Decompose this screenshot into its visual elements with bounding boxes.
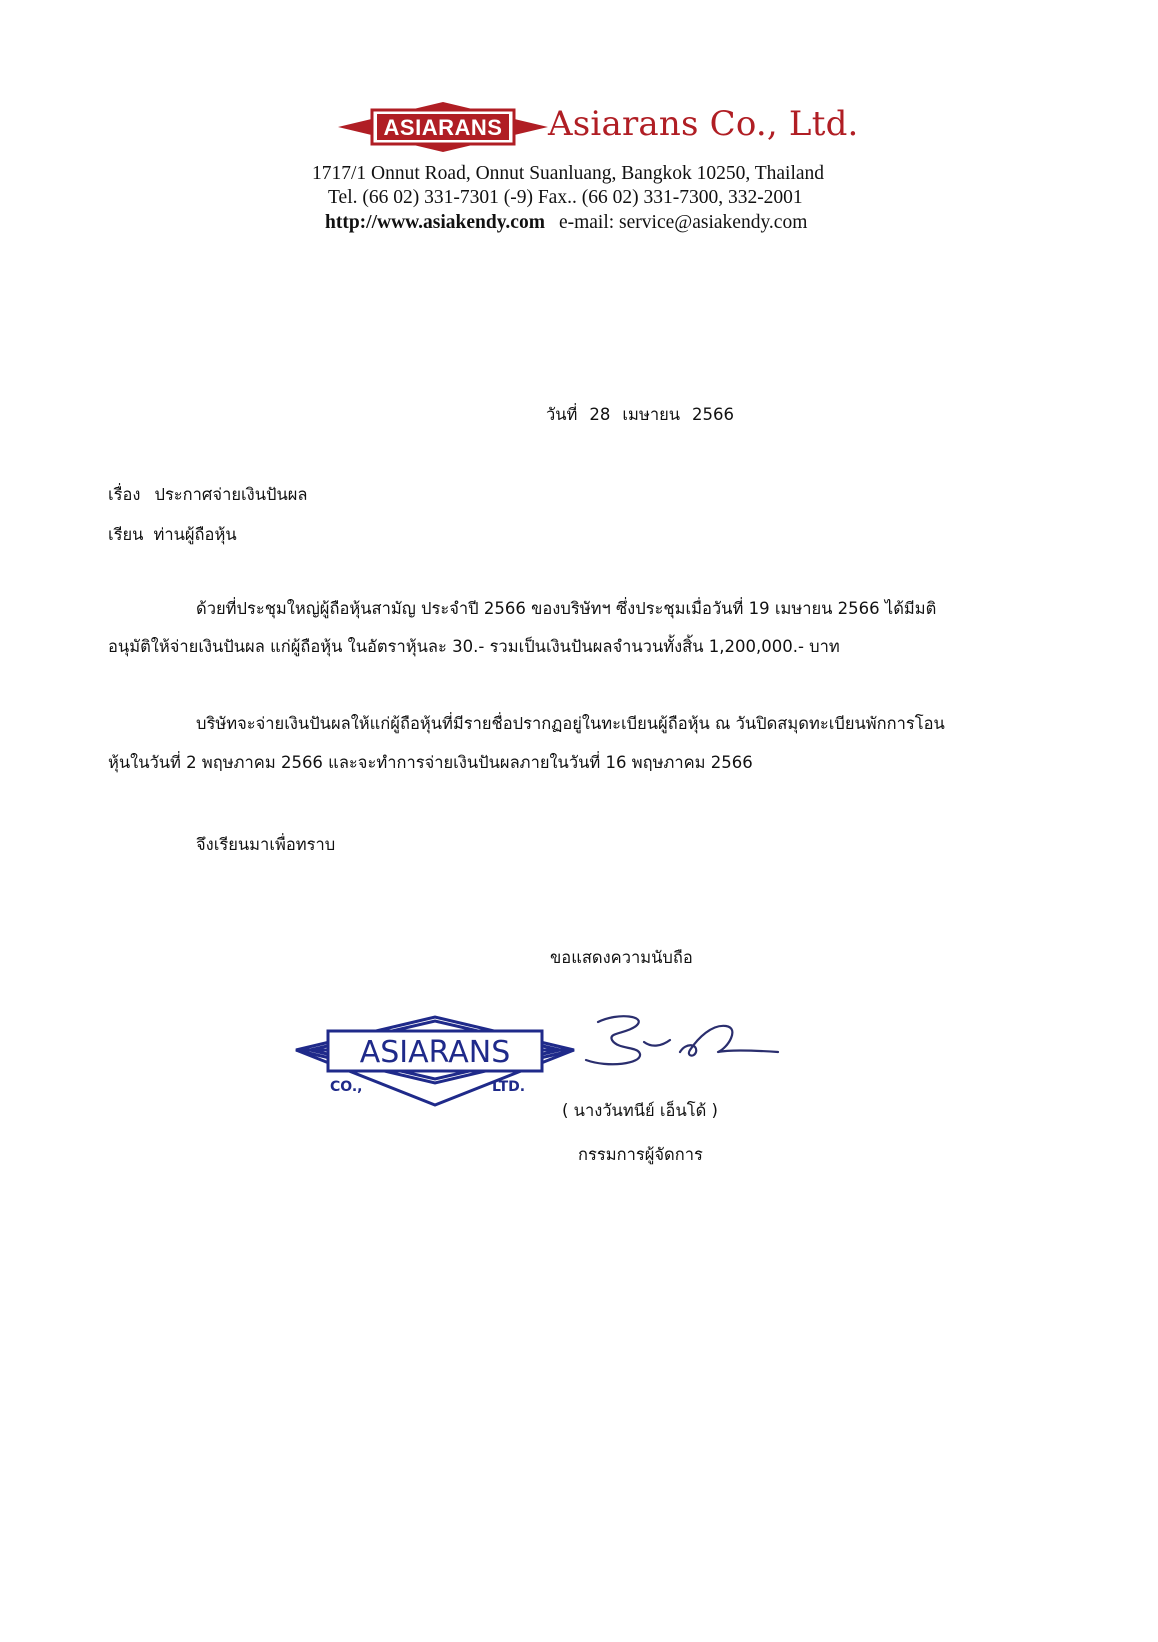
letter-subject (108, 482, 308, 508)
subject-text: ประกาศจ่ายเงินปันผล (154, 485, 308, 504)
recipient-text: ท่านผู้ถือหุ้น (153, 525, 237, 544)
paragraph-2-line-1: บริษัทจะจ่ายเงินปันผลให้แก่ผู้ถือหุ้นที่มีรายชื่อปรากฏอยู่ในทะเบียนผู้ถือหุ้น ณ วันปิดสมุดทะเบียนพักการโอน (196, 714, 945, 733)
stamp-name: ASIARANS (359, 1035, 511, 1070)
date-year: 2566 (692, 405, 735, 424)
closing-sentence: จึงเรียนมาเพื่อทราบ (196, 835, 336, 854)
recipient-label: เรียน (108, 525, 144, 544)
paragraph-1-line-2: อนุมัติให้จ่ายเงินปันผล แก่ผู้ถือหุ้น ในอัตราหุ้นละ 30.- รวมเป็นเงินปันผลจำนวนทั้งสิ้น 1,200,000.- บาท (108, 637, 840, 656)
regards-text: ขอแสดงความนับถือ (550, 948, 693, 967)
company-contact (325, 212, 807, 234)
signature-icon (578, 1010, 808, 1080)
company-stamp (294, 1015, 576, 1115)
signer-title: กรรมการผู้จัดการ (578, 1145, 703, 1164)
date-label: วันที่ (546, 405, 578, 424)
paragraph-2-line-2: หุ้นในวันที่ 2 พฤษภาคม 2566 และจะทำการจ่ายเงินปันผลภายในวันที่ 16 พฤษภาคม 2566 (108, 753, 753, 772)
paragraph-1-line-1: ด้วยที่ประชุมใหญ่ผู้ถือหุ้นสามัญ ประจำปี 2566 ของบริษัทฯ ซึ่งประชุมเมื่อวันที่ 19 เมษายน 2566 ได้มีมติ (196, 599, 937, 618)
date-day: 28 (589, 405, 611, 424)
company-phone-fax: Tel. (66 02) 331-7301 (-9) Fax.. (66 02) 331-7300, 332-2001 (328, 187, 803, 208)
company-name: Asiarans Co., Ltd. (548, 104, 859, 144)
logo-text: ASIARANS (383, 115, 503, 140)
company-email: e-mail: service@asiakendy.com (558, 212, 808, 233)
letter-date (546, 402, 746, 428)
company-address: 1717/1 Onnut Road, Onnut Suanluang, Bangkok 10250, Thailand (312, 163, 825, 184)
subject-label: เรื่อง (108, 485, 141, 504)
stamp-right-text: LTD. (492, 1079, 526, 1095)
company-logo-icon (336, 98, 550, 156)
stamp-left-text: CO., (330, 1079, 363, 1095)
date-month: เมษายน (622, 405, 681, 424)
letter-recipient (108, 522, 237, 548)
company-website: http://www.asiakendy.com (325, 212, 545, 233)
signer-name: ( นางวันทนีย์ เอ็นโด้ ) (562, 1101, 718, 1120)
